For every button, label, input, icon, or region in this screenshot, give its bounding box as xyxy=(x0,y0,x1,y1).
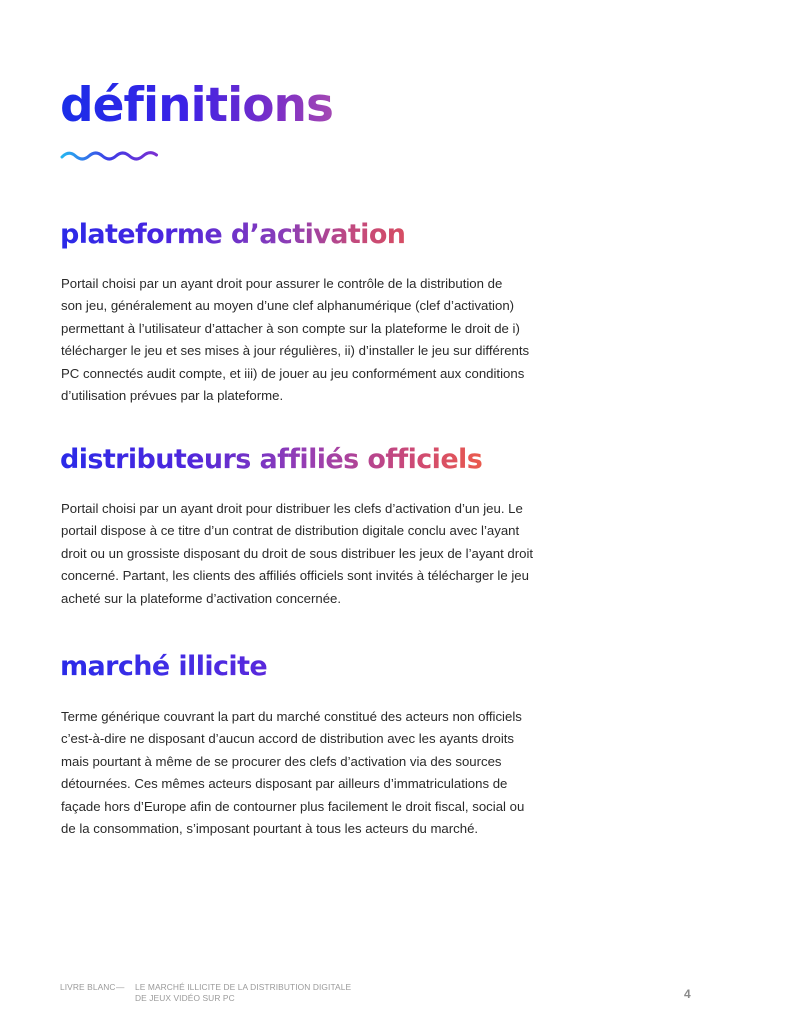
text-line: Portail choisi par un ayant droit pour distribuer les clefs d’activation d’un jeu. Le xyxy=(61,501,523,516)
footer-title-line: DE JEUX VIDÉO SUR PC xyxy=(135,993,235,1003)
wave-decoration-icon xyxy=(60,148,160,164)
section-heading-illicit-market: marché illicite xyxy=(60,651,268,682)
text-line: de la consommation, s’imposant pourtant à tous les acteurs du marché. xyxy=(61,821,479,837)
text-line: acheté sur la plateforme d’activation concernée. xyxy=(61,590,342,606)
section-text-official-affiliates xyxy=(61,498,601,610)
footer-document-title xyxy=(135,982,395,1004)
page-number: 4 xyxy=(684,987,691,1001)
text-line: mais pourtant à même de se procurer des clefs d’activation via des sources xyxy=(61,753,502,769)
section-heading-official-affiliates: distributeurs affiliés officiels xyxy=(60,444,483,475)
footer-label: LIVRE BLANC xyxy=(60,982,116,992)
footer-title-line: LE MARCHÉ ILLICITE DE LA DISTRIBUTION DIGITALE xyxy=(135,982,352,992)
text-line: façade hors d’Europe afin de contourner plus facilement le droit fiscal, social ou xyxy=(61,798,525,814)
section-text-activation-platform xyxy=(61,273,601,407)
text-line: permettant à l’utilisateur d’attacher à son compte sur la plateforme le droit de i) xyxy=(61,320,520,336)
text-line: Terme générique couvrant la part du marché constitué des acteurs non officiels xyxy=(61,709,522,724)
text-line: PC connectés audit compte, et iii) de jouer au jeu conformément aux conditions xyxy=(61,365,525,381)
footer-separator: — xyxy=(116,982,125,992)
text-line: portail dispose à ce titre d’un contrat de distribution digitale conclu avec l’ayant xyxy=(61,523,520,539)
text-line: droit ou un grossiste disposant du droit de sous distribuer les jeux de l’ayant droit xyxy=(61,545,534,561)
text-line: d’utilisation prévues par la plateforme. xyxy=(61,388,284,404)
text-line: concerné. Partant, les clients des affiliés officiels sont invités à télécharger le jeu xyxy=(61,568,529,584)
text-line: c’est-à-dire ne disposant d’aucun accord de distribution avec les ayants droits xyxy=(61,731,515,747)
text-line: Portail choisi par un ayant droit pour assurer le contrôle de la distribution de xyxy=(61,276,503,291)
text-line: son jeu, généralement au moyen d’une clef alphanumérique (clef d’activation) xyxy=(61,298,515,314)
text-line: détournées. Ces mêmes acteurs disposant par ailleurs d’immatriculations de xyxy=(61,776,508,792)
text-line: télécharger le jeu et ses mises à jour régulières, ii) d’installer le jeu sur différents xyxy=(61,343,530,359)
section-heading-activation-platform: plateforme d’activation xyxy=(60,219,406,250)
section-text-illicit-market xyxy=(61,706,601,840)
page-title: définitions xyxy=(60,78,333,133)
